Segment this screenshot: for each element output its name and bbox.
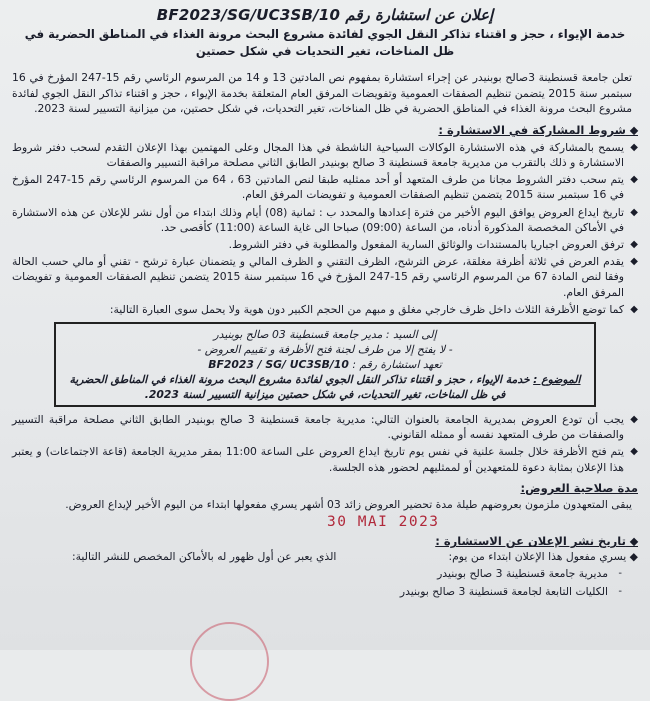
bullet-icon: ◆ bbox=[626, 550, 638, 564]
document-subtitle: خدمة الإيواء ، حجز و اقتناء تذاكر النقل الجوي لفائدة مشروع البحث مرونة الغذاء في المناطق الحضرية في ظل المناخات، تغير التحديات في شكل حصتين bbox=[24, 27, 626, 58]
dash-icon: - bbox=[618, 585, 622, 597]
envelope-subject: الموضوع : خدمة الإيواء ، حجز و اقتناء تذاكر النقل الجوي لفائدة مشروع البحث مرونة الغذاء في المناطق الحضرية في ظل المناخات، تغير التحديات، في شكل حصتين ميزانية التسيير لسنة 2023. bbox=[69, 373, 581, 402]
bullet-icon: ◆ bbox=[630, 446, 638, 458]
publication-section bbox=[12, 549, 638, 598]
title-prefix: إعلان عن استشارة رقم bbox=[345, 6, 494, 24]
validity-heading: مدة صلاحية العروض: bbox=[520, 480, 638, 495]
bullet-icon: ◆ bbox=[630, 239, 638, 250]
official-seal bbox=[190, 622, 269, 701]
envelope-instruction: - لا يفتح إلا من طرف لجنة فتح الأظرفة و تقييم العروض - bbox=[197, 343, 453, 357]
validity-text: يبقى المتعهدون ملزمون بعروضهم طيلة مدة تحضير العروض زائد 03 أشهر يسري مفعولها ابتداء من اليوم الأخير لإيداع العروض. bbox=[65, 497, 632, 511]
date-stamp-line bbox=[12, 512, 638, 534]
envelope-reference: تعهد استشارة رقم : BF2023 / SG/ UC3SB/10 bbox=[208, 358, 442, 372]
list-item: ◆ يجب أن تودع العروض بمديرية الجامعة بالعنوان التالي: مديرية جامعة قسنطينة 3 صالح بوبنيدر الطابق الثاني مصلحة مراقبة التسيير والصفقات من طرف المتعهد نفسه أو ممثله القانوني. bbox=[12, 413, 638, 442]
publication-heading: ⬥ تاريخ نشر الإعلان عن الاستشارة : bbox=[435, 534, 638, 549]
envelope-recipient: إلى السيد : مدير جامعة قسنطينة 03 صالح بوبنيدر bbox=[213, 328, 437, 342]
publication-places bbox=[12, 566, 638, 598]
list-item: ◆ ترفق العروض اجباريا بالمستندات والوثائق السارية المفعول والمطلوبة في دفتر الشروط. bbox=[228, 238, 638, 251]
list-item: ◆ يسمح بالمشاركة في هذه الاستشارة الوكالات السياحية الناشطة في هذا المجال وعلى المهتمين بهذا الإعلان التقدم لسحب دفتر شروط الاستشارة و ذلك بالتقرب من مديرية جامعة قسنطينة 3 صالح بوبنيدر الطابق الثاني مصلحة مراقبة التسيير والصفقات bbox=[12, 140, 638, 169]
title-reference: BF2023/SG/UC3SB/10 bbox=[156, 6, 341, 24]
bullet-icon: ◆ bbox=[630, 256, 638, 268]
bullet-icon: ⬥ bbox=[625, 534, 638, 549]
bullet-icon: ◆ bbox=[630, 414, 638, 426]
bullet-icon: ◆ bbox=[630, 206, 638, 218]
submission-list bbox=[12, 412, 638, 475]
dash-icon: - bbox=[618, 568, 622, 580]
conditions-heading: ⬥ شروط المشاركة في الاستشارة : bbox=[438, 122, 638, 137]
bullet-icon: ◆ bbox=[630, 303, 638, 315]
list-item: ◆ يتم سحب دفتر الشروط مجانا من طرف المتعهد أو أحد ممثليه طبقا لنص المادتين 63 ، 64 من المرسوم الرئاسي رقم 15-247 المؤرخ في 16 سبتمبر سنة 2015 يتضمن تنظيم الصفقات العمومية و تفويضات المرفق العام. bbox=[12, 173, 638, 202]
list-item: - الكليات التابعة لجامعة قسنطينة 3 صالح بوبنيدر bbox=[399, 584, 622, 598]
list-item: ◆ يتم فتح الأظرفة خلال جلسة علنية في نفس يوم تاريخ ايداع العروض على الساعة 11:00 بمقر مديرية الجامعة (قاعة الاجتماعات) و يعتبر هذا الإعلان بمثابة دعوة للمتعهدين أو لممثليهم لحضور هذه الجلسة. bbox=[12, 445, 638, 474]
date-stamp: 30 MAI 2023 bbox=[327, 514, 440, 531]
bullet-icon: ⬥ bbox=[625, 122, 638, 137]
list-item: ◆ كما توضع الأظرفة الثلاث داخل ظرف خارجي مغلق و مبهم من الحجم الكبير دون هوية ولا يحمل سوى العبارة التالية: bbox=[109, 302, 638, 316]
bullet-icon: ◆ bbox=[630, 141, 638, 153]
publication-item: ◆ يسري مفعول هذا الإعلان ابتداء من يوم: bbox=[448, 550, 638, 564]
bullet-icon: ◆ bbox=[630, 174, 638, 186]
publication-row bbox=[12, 549, 638, 564]
document-title bbox=[12, 6, 638, 24]
list-item: ◆ تاريخ ايداع العروض يوافق اليوم الأخير من فترة إعدادها والمحدد ب : ثمانية (08) أيام وذلك ابتداء من أول نشر للإعلان عن هذه الاستشارة في الأماكن المخصصة المذكورة أدناه، من الساعة (09:00) صباحا الى غاية الساعة (11:00) كأقصى حد. bbox=[12, 205, 638, 234]
envelope-box bbox=[54, 322, 596, 407]
list-item: - مديرية جامعة قسنطينة 3 صالح بوبنيدر bbox=[437, 567, 622, 581]
publication-note: الذي يعبر عن أول ظهور له بالأماكن المخصص للنشر التالية: bbox=[72, 550, 337, 564]
conditions-list bbox=[12, 140, 638, 317]
intro-paragraph: تعلن جامعة قسنطينة 3صالح بوبنيدر عن إجراء استشارة بمفهوم نص المادتين 13 و 14 من المرسوم الرئاسي رقم 15-247 المؤرخ في 16 سبتمبر سنة 2015 يتضمن تنظيم الصفقات العمومية وتفويضات المرفق العام المتعلقة بخدمة الإيواء ، حجز و اقتناء تذاكر النقل الجوي لفائدة مشروع البحث مرونة الغذاء في المناطق الحضرية في ظل المناخات، تغير التحديات، في شكل حصتين، من ميزانية التسيير لسنة 2023. bbox=[12, 71, 633, 116]
list-item: ◆ يقدم العرض في ثلاثة أظرفة مغلقة، عرض الترشح، الظرف التقني و الظرف المالي و يتضمنان عبارة ترشح - تقني أو مالي حسب الحالة وفقا لنص المادة 67 من المرسوم الرئاسي رقم 15-247 المؤرخ في 16 سبتمبر سنة 2015 يتضمن تنظيم الصفقات العمومية و تفويضات المرفق العام. bbox=[12, 255, 638, 299]
